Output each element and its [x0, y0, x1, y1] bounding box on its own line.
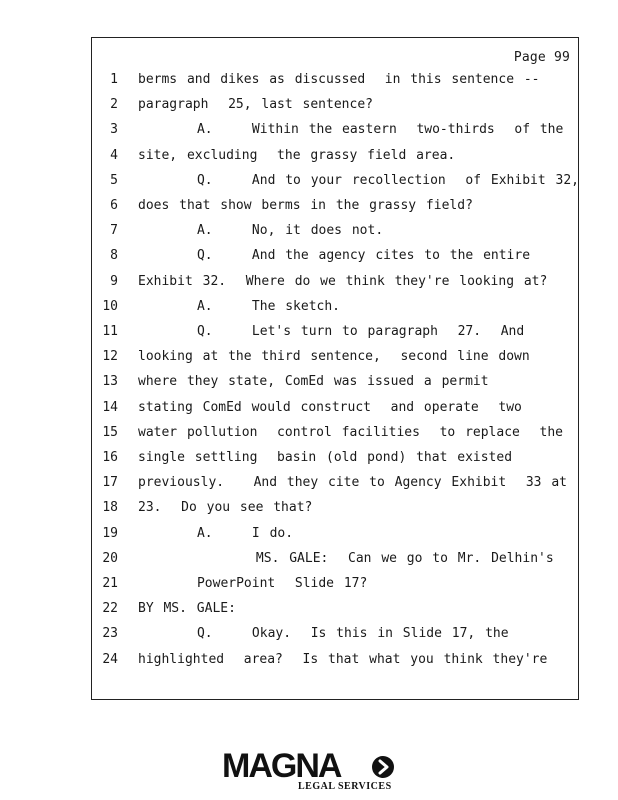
line-number: 1 [110, 72, 118, 87]
line-number: 19 [102, 525, 118, 541]
transcript-line [92, 624, 578, 644]
line-text: A. No, it does not. [138, 223, 384, 239]
line-number: 2 [110, 97, 118, 113]
line-text: PowerPoint Slide 17? [138, 576, 368, 591]
transcript-line [92, 448, 578, 468]
transcript-line [92, 423, 578, 443]
line-number: 8 [110, 248, 118, 264]
line-text: site, excluding the grassy field area. [138, 147, 456, 163]
line-text: highlighted area? Is that what you think they're [138, 651, 548, 667]
logo-tagline: LEGAL SERVICES [298, 781, 392, 792]
transcript-line [92, 574, 578, 594]
line-text: A. Within the eastern two-thirds of the [138, 122, 564, 138]
line-number: 15 [102, 424, 118, 440]
line-text: Q. Let's turn to paragraph 27. And [138, 324, 525, 339]
transcript-line [92, 196, 578, 216]
line-number: 11 [102, 324, 118, 339]
line-text: looking at the third sentence, second line down [138, 349, 530, 365]
transcript-line [92, 347, 578, 367]
line-number: 13 [102, 374, 118, 390]
line-text: does that show berms in the grassy field? [138, 198, 473, 213]
line-number: 10 [102, 298, 118, 314]
line-number: 21 [102, 576, 118, 591]
line-text: MS. GALE: Can we go to Mr. Delhin's [138, 550, 554, 566]
line-text: water pollution control facilities to replace the [138, 424, 563, 440]
line-number: 12 [102, 349, 118, 365]
logo-wordmark: MAGNA [222, 747, 341, 785]
transcript-line [92, 297, 578, 317]
transcript-line [92, 599, 578, 619]
transcript-line [92, 246, 578, 266]
line-number: 14 [102, 399, 118, 415]
line-text: Exhibit 32. Where do we think they're looking at? [138, 273, 548, 289]
line-number: 6 [110, 198, 118, 213]
line-number: 20 [102, 550, 118, 566]
line-text: stating ComEd would construct and operate two [138, 399, 522, 415]
line-text: previously. And they cite to Agency Exhibit 33 at [138, 475, 567, 491]
transcript-line [92, 171, 578, 191]
line-text: berms and dikes as discussed in this sentence -- [138, 72, 540, 87]
transcript-line [92, 549, 578, 569]
transcript-page [91, 37, 579, 700]
transcript-line [92, 146, 578, 166]
line-number: 23 [102, 626, 118, 642]
line-number: 9 [110, 273, 118, 289]
transcript-line [92, 524, 578, 544]
line-number: 17 [102, 475, 118, 491]
transcript-line [92, 120, 578, 140]
transcript-line [92, 221, 578, 241]
line-number: 16 [102, 450, 118, 465]
transcript-line [92, 322, 578, 342]
transcript-line [92, 650, 578, 670]
transcript-line [92, 473, 578, 493]
page-number: Page 99 [513, 50, 570, 65]
transcript-line [92, 70, 578, 90]
line-number: 24 [102, 651, 118, 667]
line-text: BY MS. GALE: [138, 601, 236, 617]
line-number: 4 [110, 147, 118, 163]
line-number: 22 [102, 601, 118, 617]
transcript-line [92, 272, 578, 292]
line-text: A. I do. [138, 525, 294, 541]
line-text: A. The sketch. [138, 298, 341, 314]
line-number: 18 [102, 500, 118, 516]
transcript-line [92, 398, 578, 418]
transcript-line [92, 498, 578, 518]
arrow-circle-icon [372, 756, 394, 778]
line-number: 7 [110, 223, 118, 239]
line-number: 5 [110, 172, 118, 188]
line-text: Q. Okay. Is this in Slide 17, the [138, 626, 509, 642]
line-text: where they state, ComEd was issued a permit [138, 374, 489, 390]
transcript-line [92, 95, 578, 115]
magna-logo [222, 748, 402, 794]
line-text: 23. Do you see that? [138, 500, 313, 516]
transcript-line [92, 372, 578, 392]
line-text: Q. And the agency cites to the entire [138, 248, 531, 264]
line-text: paragraph 25, last sentence? [138, 97, 373, 113]
line-text: Q. And to your recollection of Exhibit 32, [138, 172, 579, 188]
line-number: 3 [110, 122, 118, 138]
line-text: single settling basin (old pond) that existed [138, 450, 513, 465]
